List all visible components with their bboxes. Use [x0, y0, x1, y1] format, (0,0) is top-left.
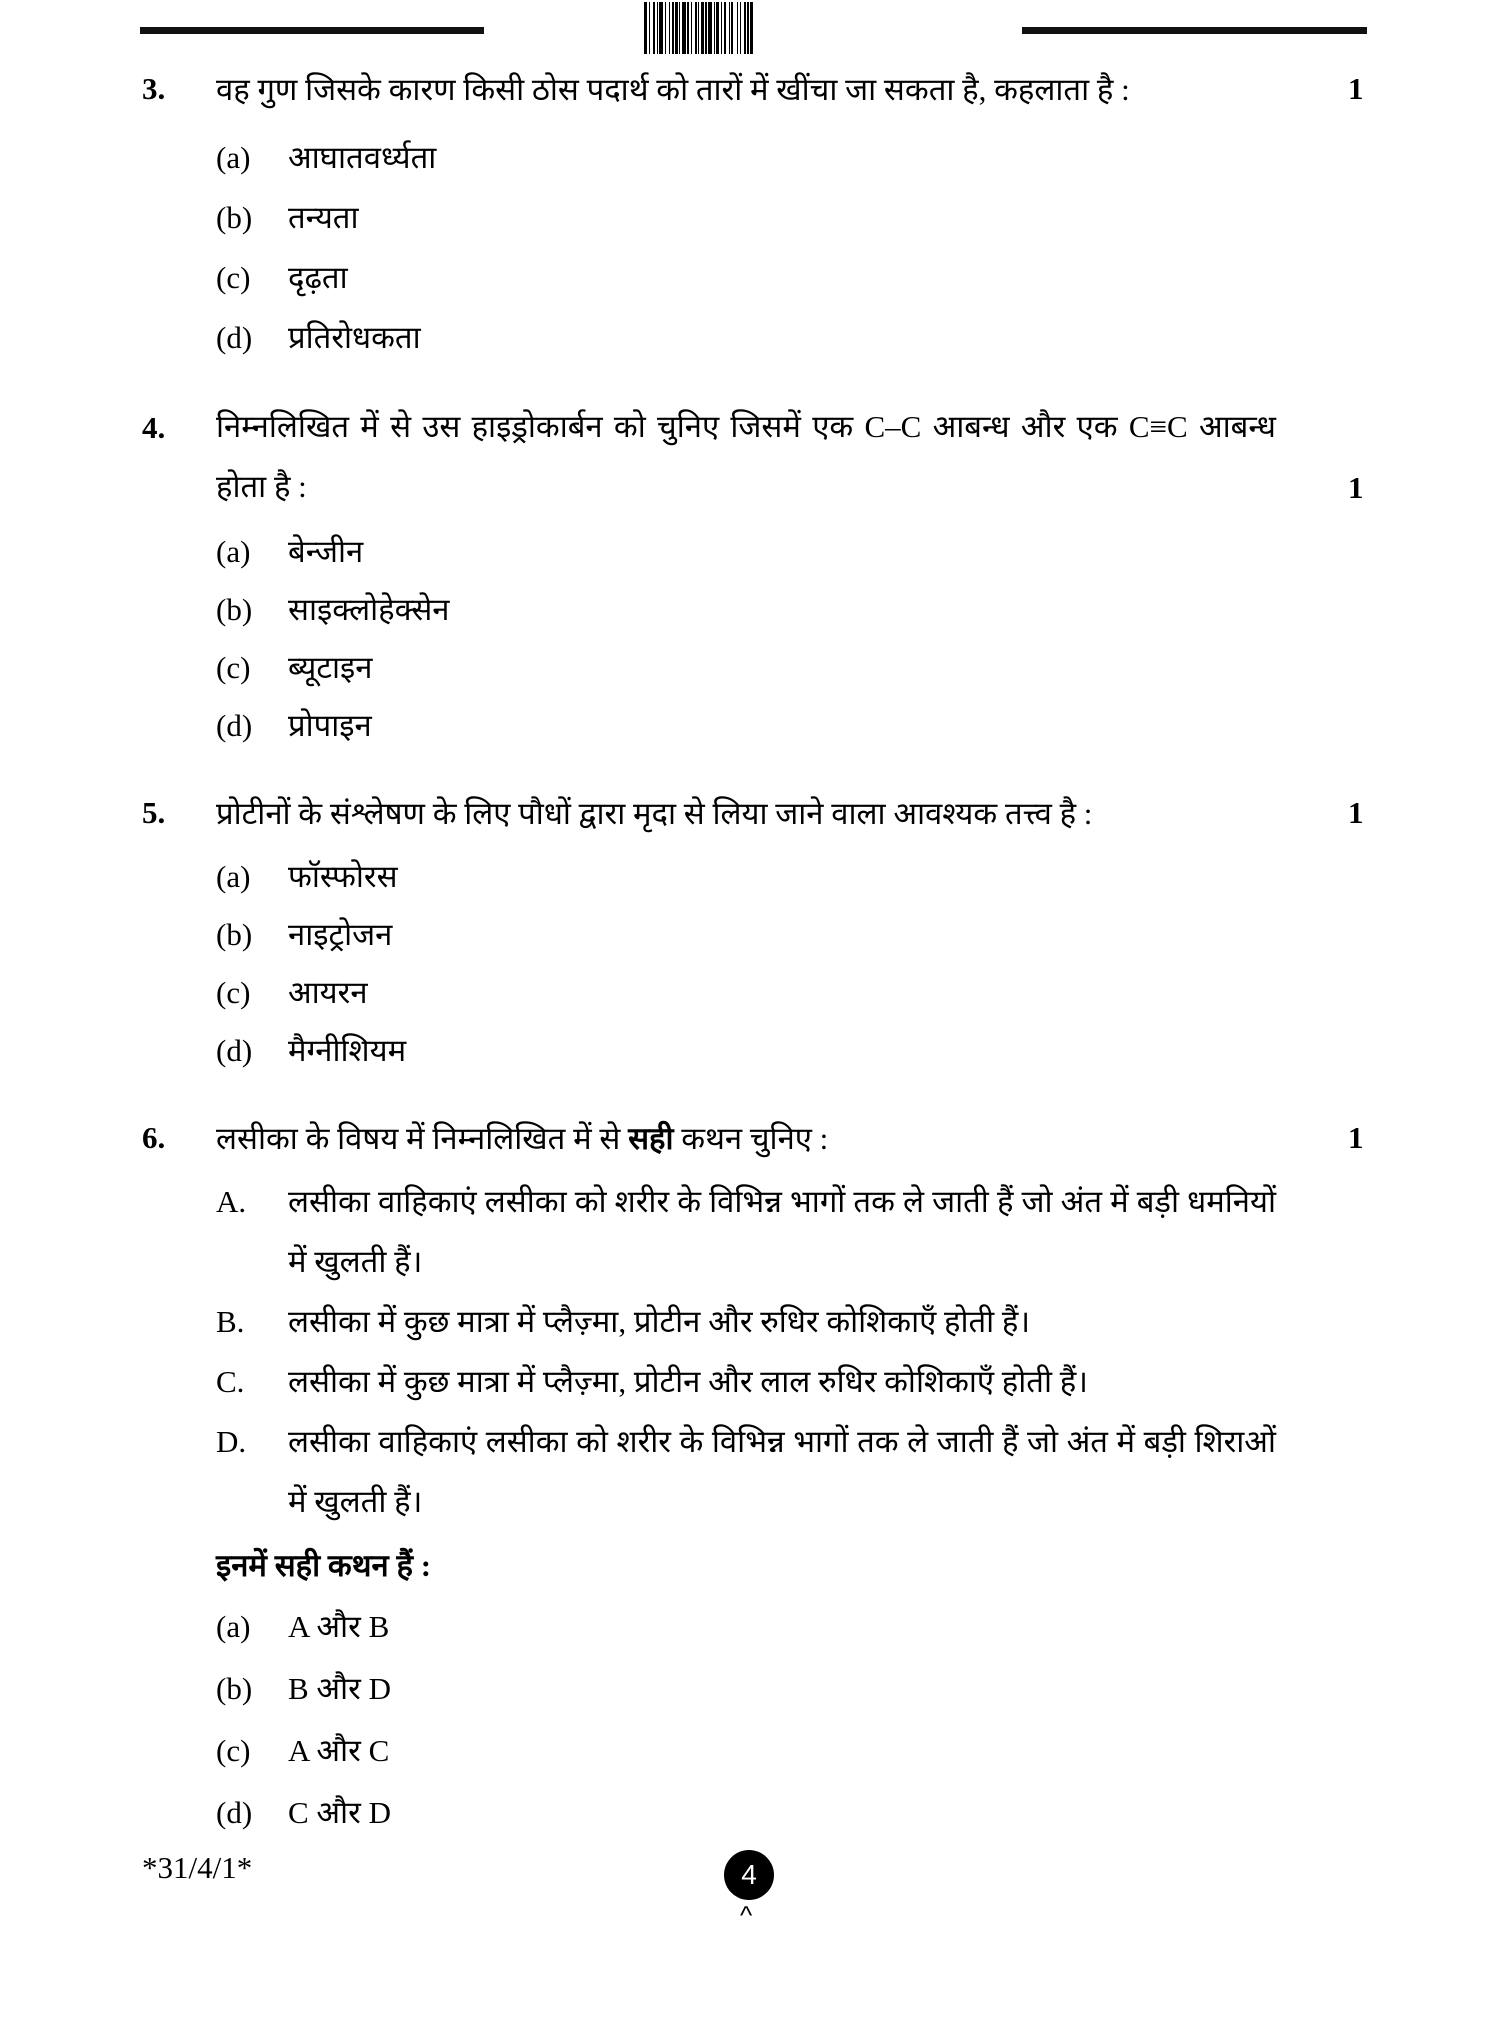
- option-label: (d): [216, 1795, 253, 1830]
- barcode-stripe: [753, 2, 754, 54]
- option-label: (b): [216, 592, 253, 627]
- question-marks: 1: [1348, 470, 1364, 505]
- option-text: साइक्लोहेक्सेन: [288, 592, 450, 627]
- question-text-emphasis: सही: [628, 1121, 674, 1156]
- option-d: [216, 1029, 406, 1071]
- question-text: वह गुण जिसके कारण किसी ठोस पदार्थ को तारों में खींचा जा सकता है, कहलाता है :: [216, 72, 1130, 107]
- question-text-after: कथन चुनिए :: [673, 1121, 829, 1156]
- header-rule-right: [1022, 27, 1367, 34]
- option-label: (c): [216, 1733, 251, 1768]
- statement-label: D.: [216, 1424, 247, 1459]
- option-text: A और C: [288, 1733, 390, 1768]
- option-label: (a): [216, 1609, 251, 1644]
- option-b: [216, 913, 392, 955]
- option-label: (b): [216, 917, 253, 952]
- option-label: (a): [216, 140, 251, 175]
- header-rule-left: [140, 27, 484, 34]
- sub-prompt: इनमें सही कथन हैं :: [216, 1548, 432, 1583]
- option-text: नाइट्रोजन: [288, 917, 393, 952]
- question-number: 4.: [142, 410, 166, 445]
- option-b: [216, 196, 359, 238]
- option-text: बेन्जीन: [288, 534, 364, 569]
- option-text: फॉस्फोरस: [288, 859, 398, 894]
- option-text: आघातवर्ध्यता: [288, 140, 437, 175]
- option-a: [216, 1605, 389, 1647]
- option-b: [216, 588, 449, 630]
- option-text: C और D: [288, 1795, 391, 1830]
- statement-text: लसीका वाहिकाएं लसीका को शरीर के विभिन्न भागों तक ले जाती हैं जो अंत में बड़ी धमनियों में खुलती हैं।: [288, 1184, 1276, 1279]
- question-text: निम्नलिखित में से उस हाइड्रोकार्बन को चुनिए जिसमें एक C–C आबन्ध और एक C≡C आबन्ध होता है :: [216, 409, 1276, 504]
- question-marks: 1: [1348, 1120, 1364, 1155]
- statement-text: लसीका में कुछ मात्रा में प्लैज़्मा, प्रोटीन और लाल रुधिर कोशिकाएँ होती हैं।: [288, 1364, 1088, 1399]
- option-d: [216, 316, 421, 358]
- question-number: 3.: [142, 71, 166, 106]
- option-text: B और D: [288, 1671, 391, 1706]
- page-number: 4: [724, 1850, 774, 1900]
- option-d: [216, 1791, 391, 1833]
- option-label: (c): [216, 650, 251, 685]
- option-label: (b): [216, 200, 253, 235]
- option-label: (c): [216, 260, 251, 295]
- statement-text: लसीका में कुछ मात्रा में प्लैज़्मा, प्रोटीन और रुधिर कोशिकाएँ होती हैं।: [288, 1304, 1031, 1339]
- question-marks: 1: [1348, 71, 1364, 106]
- option-text: प्रोपाइन: [288, 708, 372, 743]
- barcode-icon: [644, 2, 866, 54]
- statement-label: C.: [216, 1364, 245, 1399]
- option-text: ब्यूटाइन: [288, 650, 373, 685]
- option-c: [216, 1729, 389, 1771]
- caret-icon: ^: [740, 1900, 753, 1930]
- option-text: तन्यता: [288, 200, 359, 235]
- paper-code: *31/4/1*: [142, 1850, 253, 1885]
- option-c: [216, 646, 372, 688]
- option-label: (a): [216, 534, 251, 569]
- option-c: [216, 971, 368, 1013]
- option-a: [216, 855, 398, 897]
- option-text: मैग्नीशियम: [288, 1033, 407, 1068]
- statement-b: [216, 1292, 1276, 1352]
- statement-d: [216, 1412, 1276, 1532]
- option-a: [216, 530, 363, 572]
- option-text: आयरन: [288, 975, 368, 1010]
- statement-text: लसीका वाहिकाएं लसीका को शरीर के विभिन्न भागों तक ले जाती हैं जो अंत में बड़ी शिराओं में खुलती हैं।: [288, 1424, 1276, 1519]
- question-text-before: लसीका के विषय में निम्नलिखित में से: [216, 1121, 629, 1156]
- question-number: 5.: [142, 795, 166, 830]
- option-label: (a): [216, 859, 251, 894]
- statement-label: B.: [216, 1304, 245, 1339]
- option-c: [216, 256, 348, 298]
- question-text: प्रोटीनों के संश्लेषण के लिए पौधों द्वारा मृदा से लिया जाने वाला आवश्यक तत्त्व है :: [216, 796, 1093, 831]
- option-text: A और B: [288, 1609, 390, 1644]
- option-b: [216, 1667, 391, 1709]
- statement-c: [216, 1352, 1276, 1412]
- option-label: (c): [216, 975, 251, 1010]
- option-label: (b): [216, 1671, 253, 1706]
- question-marks: 1: [1348, 795, 1364, 830]
- option-label: (d): [216, 1033, 253, 1068]
- option-text: दृढ़ता: [288, 260, 348, 295]
- statement-label: A.: [216, 1184, 247, 1219]
- question-number: 6.: [142, 1120, 166, 1155]
- statement-a: [216, 1172, 1276, 1292]
- option-text: प्रतिरोधकता: [288, 320, 421, 355]
- option-label: (d): [216, 708, 253, 743]
- option-a: [216, 136, 436, 178]
- question-text: [216, 1109, 1276, 1169]
- option-label: (d): [216, 320, 253, 355]
- option-d: [216, 704, 372, 746]
